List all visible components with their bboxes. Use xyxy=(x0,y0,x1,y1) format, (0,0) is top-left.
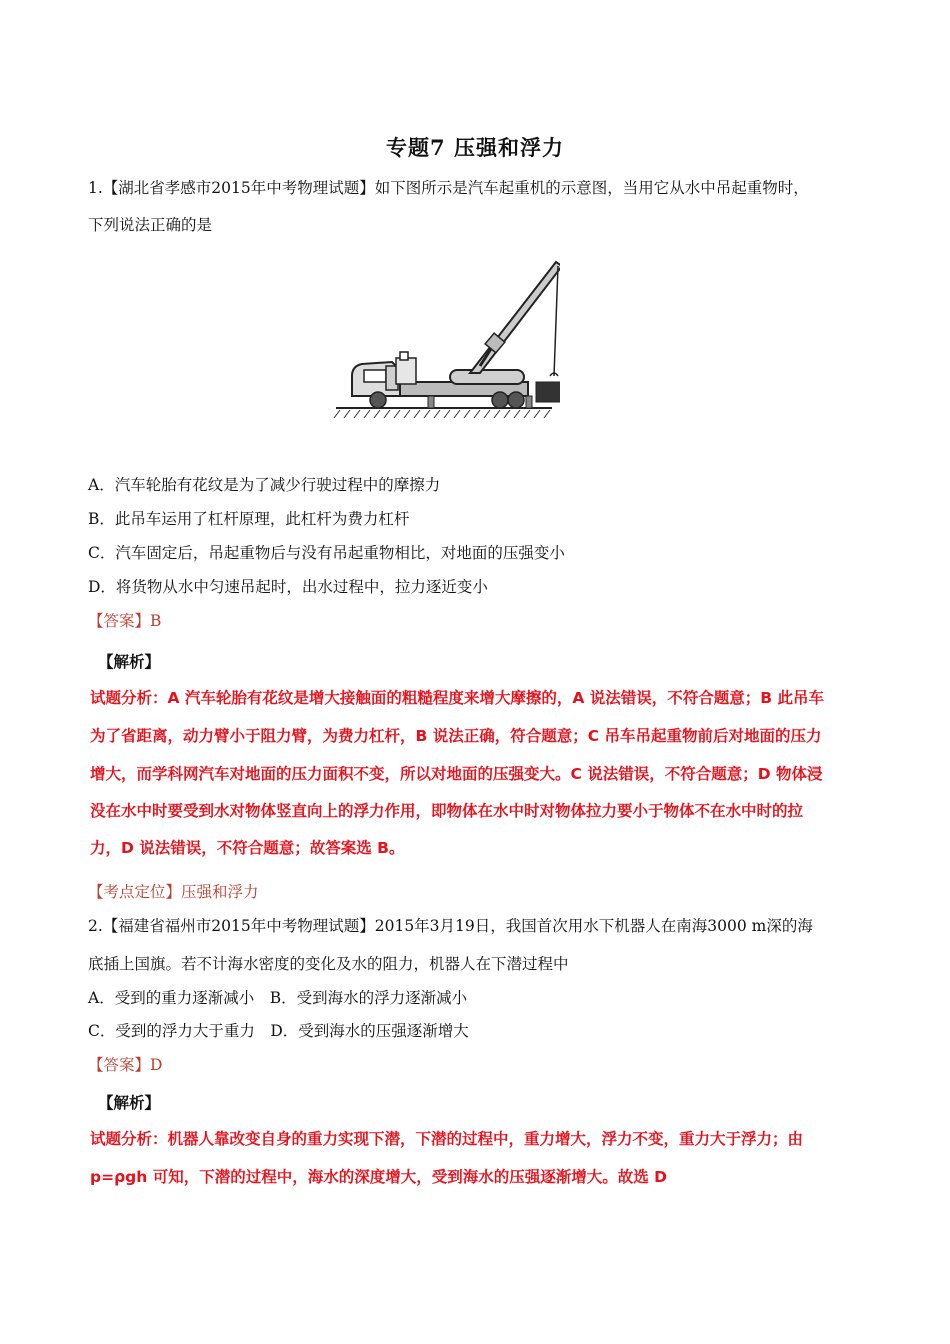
q1-analysis-line: 力，D 说法错误，不符合题意；故答案选 B。 xyxy=(90,839,405,857)
q1-option-d: D．将货物从水中匀速吊起时，出水过程中，拉力逐近变小 xyxy=(88,578,488,596)
q1-option-a: A．汽车轮胎有花纹是为了减少行驶过程中的摩擦力 xyxy=(88,476,441,494)
q2-stem-line2: 底插上国旗。若不计海水密度的变化及水的阻力，机器人在下潜过程中 xyxy=(88,955,569,973)
page-title: 专题7 压强和浮力 xyxy=(386,135,564,160)
q2-analysis-line: p=ρgh 可知，下潜的过程中，海水的深度增大，受到海水的压强逐渐增大。故选 D xyxy=(90,1168,667,1186)
q2-stem-line1: 2.【福建省福州市2015年中考物理试题】2015年3月19日，我国首次用水下机器人在南海3000 m深的海 xyxy=(88,917,813,935)
q1-option-b: B．此吊车运用了杠杆原理，此杠杆为费力杠杆 xyxy=(88,510,410,528)
q2-answer: 【答案】D xyxy=(88,1056,163,1074)
q1-stem-line1: 1.【湖北省孝感市2015年中考物理试题】如下图所示是汽车起重机的示意图，当用它从水中吊起重物时， xyxy=(88,179,809,197)
q1-answer: 【答案】B xyxy=(88,612,162,630)
q1-analysis-heading: 【解析】 xyxy=(98,652,161,671)
crane-truck-diagram xyxy=(330,258,560,430)
q1-analysis-line: 为了省距离，动力臂小于阻力臂，为费力杠杆，B 说法正确，符合题意；C 吊车吊起重物前后对地面的压力 xyxy=(90,727,822,745)
q2-options-cd: C．受到的浮力大于重力 D．受到海水的压强逐渐增大 xyxy=(88,1022,469,1040)
q1-stem-line2: 下列说法正确的是 xyxy=(88,216,213,234)
q2-options-ab: A．受到的重力逐渐减小 B．受到海水的浮力逐渐减小 xyxy=(88,989,468,1007)
q2-analysis-heading: 【解析】 xyxy=(98,1093,161,1112)
q2-analysis-line: 试题分析：机器人靠改变自身的重力实现下潜，下潜的过程中，重力增大，浮力不变，重力大于浮力；由 xyxy=(90,1130,804,1148)
q1-analysis-line: 没在水中时要受到水对物体竖直向上的浮力作用，即物体在水中时对物体拉力要小于物体不在水中时的拉 xyxy=(90,802,804,820)
q1-analysis-line: 增大，而学科网汽车对地面的压力面积不变，所以对地面的压强变大。C 说法错误，不符合题意；D 物体浸 xyxy=(90,765,823,783)
q1-analysis-line: 试题分析：A 汽车轮胎有花纹是增大接触面的粗糙程度来增大摩擦的，A 说法错误，不符合题意；B 此吊车 xyxy=(90,689,824,707)
q1-option-c: C．汽车固定后，吊起重物后与没有吊起重物相比，对地面的压强变小 xyxy=(88,544,565,562)
q1-kaodian: 【考点定位】压强和浮力 xyxy=(88,883,259,901)
